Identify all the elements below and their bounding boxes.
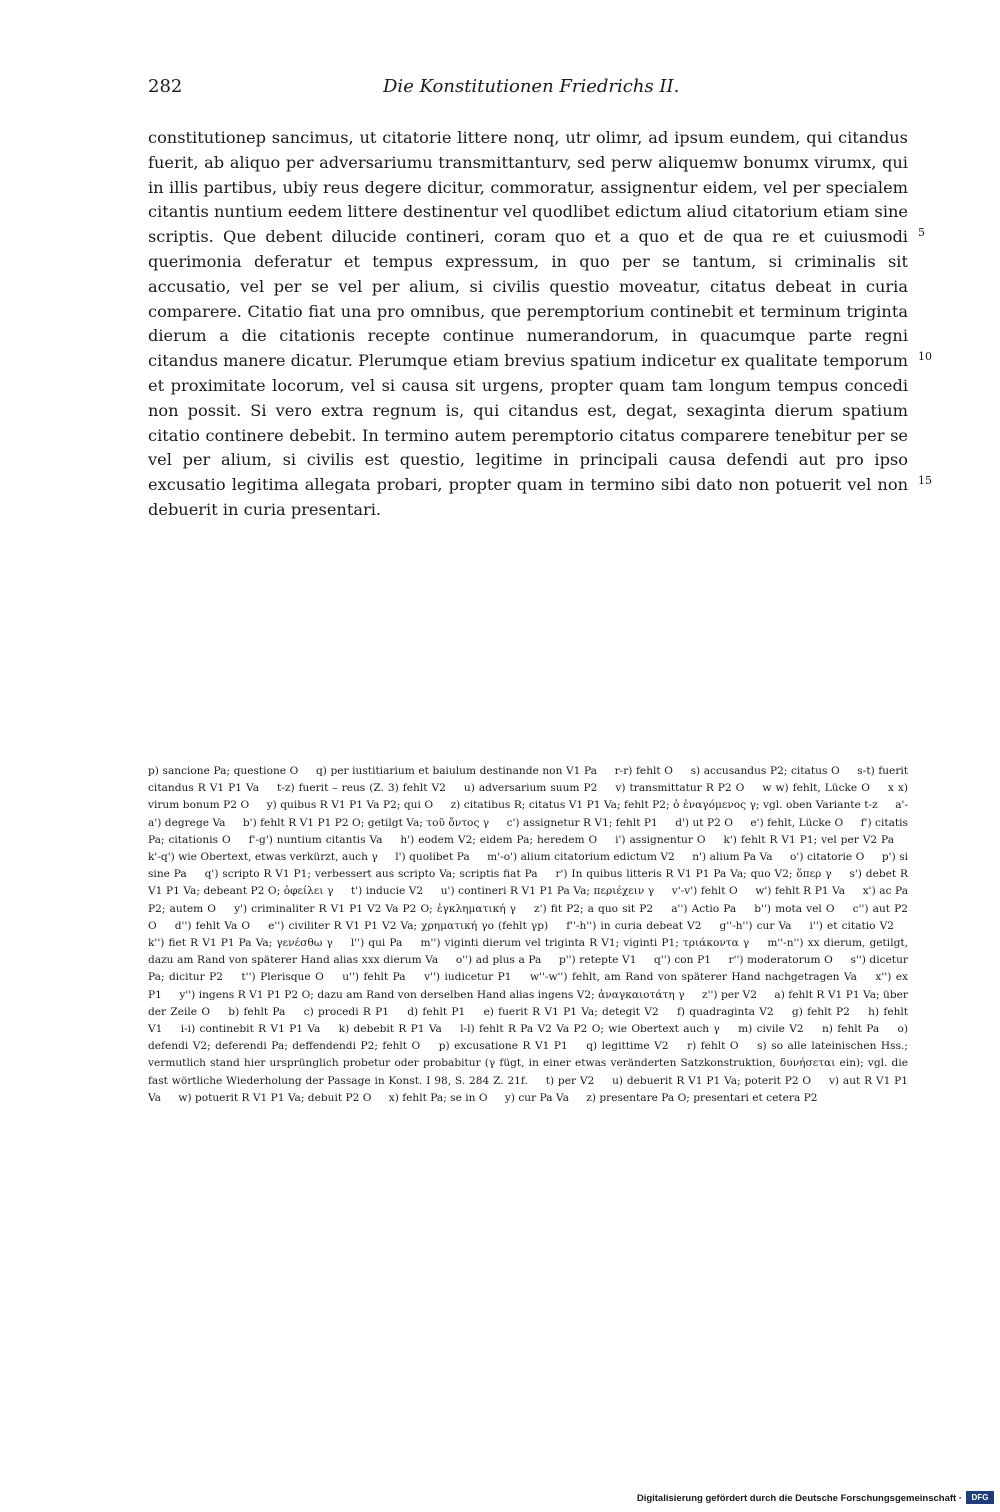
- apparatus-note: w w) fehlt, Lücke O: [762, 782, 870, 795]
- apparatus-note: m) civile V2: [738, 1023, 804, 1036]
- apparatus-note: o) defendi V2; deferendi Pa; deffendendi P2; fehlt O: [148, 1023, 909, 1053]
- apparatus-note: x) fehlt Pa; se in O: [388, 1091, 488, 1104]
- apparatus-note: v'') iudicetur P1: [424, 971, 512, 984]
- apparatus-note: l'') qui Pa: [350, 937, 403, 950]
- apparatus-note: t'') Plerisque O: [241, 971, 324, 984]
- apparatus-note: m'') viginti dierum vel triginta R V1; viginti P1; τριάκοντα γ: [420, 937, 750, 950]
- apparatus-note: a) fehlt R V1 P1 Va; über der Zeile O: [148, 988, 908, 1018]
- apparatus-note: i') assignentur O: [615, 833, 706, 846]
- apparatus-note: s'') dicetur Pa; dicitur P2: [148, 954, 908, 984]
- apparatus-note: y) quibus R V1 P1 Va P2; qui O: [266, 799, 434, 812]
- apparatus-note: k'-q') wie Obertext, etwas verkürzt, auch γ: [148, 851, 378, 864]
- line-number: 10: [918, 350, 932, 363]
- apparatus-note: q'') con P1: [654, 954, 711, 967]
- apparatus-note: w''-w'') fehlt, am Rand von späterer Hand nachgetragen Va: [529, 971, 857, 984]
- apparatus-note: f''-h'') in curia debeat V2: [566, 919, 702, 932]
- apparatus-note: i-i) continebit R V1 P1 Va: [180, 1023, 321, 1036]
- apparatus-note: z'') per V2: [702, 988, 757, 1001]
- apparatus-note: o'') ad plus a Pa: [455, 954, 542, 967]
- apparatus-note: a'-a') degrege Va: [148, 799, 909, 829]
- apparatus-note: l') quolibet Pa: [395, 851, 470, 864]
- apparatus-note: v'-v') fehlt O: [671, 885, 738, 898]
- apparatus-note: d'') fehlt Va O: [174, 919, 251, 932]
- apparatus-note: q) per iustitiarium et baiulum destinande non V1 Pa: [315, 765, 597, 777]
- apparatus-note: m''-n'') xx dierum, getilgt, dazu am Rand von späterer Hand alias xxx dierum Va: [148, 937, 908, 967]
- apparatus-note: c'') aut P2 O: [148, 902, 908, 932]
- apparatus-note: y'') ingens R V1 P1 P2 O; dazu am Rand von derselben Hand alias ingens V2; ἀναγκαιοτάτη γ: [179, 988, 685, 1001]
- apparatus-note: r') In quibus litteris R V1 P1 Pa Va; quo V2; ὅπερ γ: [555, 868, 832, 881]
- apparatus-note: q') scripto R V1 P1; verbessert aus scripto Va; scriptis fiat Pa: [204, 868, 538, 881]
- apparatus-note: p) excusatione R V1 P1: [438, 1040, 568, 1053]
- apparatus-note: n) fehlt Pa: [821, 1023, 880, 1036]
- critical-apparatus: [148, 763, 908, 1107]
- apparatus-note: r'') moderatorum O: [728, 954, 833, 967]
- apparatus-note: c') assignetur R V1; fehlt P1: [506, 816, 658, 829]
- apparatus-note: s) so alle lateinischen Hss.; vermutlich stand hier ursprünglich probetur oder probabitur (γ fügt, in einer etwas veränderten Satzkonstruktion, δυνήσεται ein); vgl. die fast wörtliche Wiederholung der Passage in Konst. I 98, S. 284 Z. 21f.: [148, 1040, 908, 1087]
- apparatus-note: k'') fiet R V1 P1 Pa Va; γενέσθω γ: [148, 937, 333, 950]
- apparatus-note: k) debebit R P1 Va: [338, 1023, 442, 1036]
- apparatus-note: x x) virum bonum P2 O: [148, 782, 908, 812]
- footer-credit: Digitalisierung gefördert durch die Deutsche Forschungsgemeinschaft ·: [636, 1493, 962, 1504]
- apparatus-note: z') fit P2; a quo sit P2: [534, 902, 654, 915]
- apparatus-note: u) debuerit R V1 P1 Va; poterit P2 O: [612, 1074, 812, 1087]
- apparatus-note: e') fehlt, Lücke O: [750, 816, 844, 829]
- apparatus-note: b'') mota vel O: [754, 902, 835, 915]
- apparatus-note: s') debet R V1 P1 Va; debeant P2 O; ὀφείλει γ: [148, 868, 908, 898]
- line-number: 15: [918, 474, 932, 487]
- line-number: 5: [918, 226, 925, 239]
- main-text: constitutionep sancimus, ut citatorie littere nonq, utr olimr, ad ipsum eundem, qui citandus fuerit, ab aliquo per adversariumu transmittanturv, sed perw aliquemw bonumx virumx, qui in illis partibus, ubiy reus degere dicitur, commoratur, assignentur eidem, vel per specialem citantis nuntium eedem littere destinentur vel quodlibet edictum aliud citatorium etiam sine scriptis. Que debent dilucide contineri, coram quo et a quo et de qua re et cuiusmodi querimonia deferatur et tempus expressum, in quo per se tantum, si criminalis sit accusatio, vel per se vel per alium, si civilis questio moveatur, citatus debeat in curia comparere. Citatio fiat una pro omnibus, que peremptorium continebit et terminum triginta dierum a die citationis recepte continue numerandorum, in quacumque parte regni citandus manere dicatur. Plerumque etiam brevius spatium indicetur ex qualitate temporum et proximitate locorum, vel si causa sit urgens, propter quam tam longum tempus concedi non possit. Si vero extra regnum is, qui citandus est, degat, sexaginta dierum spatium citatio continere debebit. In termino autem peremptorio citatus comparere tenebitur per se vel per alium, si civilis est questio, legitime in principali causa defendi aut pro ipso excusatio legitima allegata probari, propter quam in termino sibi dato non potuerit vel non debuerit in curia presentari.: [148, 128, 908, 519]
- apparatus-note: i'') et citatio V2: [809, 919, 894, 932]
- apparatus-note: p'') retepte V1: [558, 954, 637, 967]
- apparatus-note: f') citatis Pa; citationis O: [148, 816, 908, 846]
- apparatus-note: x') ac Pa P2; autem O: [148, 885, 909, 915]
- apparatus-note: y) cur Pa Va: [504, 1091, 569, 1104]
- apparatus-note: a'') Actio Pa: [671, 902, 737, 915]
- apparatus-note: v) transmittatur R P2 O: [615, 782, 745, 795]
- apparatus-note: u') contineri R V1 P1 Pa Va; περιέχειν γ: [440, 885, 655, 898]
- apparatus-note: m'-o') alium citatorium edictum V2: [487, 851, 675, 864]
- apparatus-note: c) procedi R P1: [303, 1005, 389, 1018]
- dfg-logo: DFG: [966, 1491, 994, 1504]
- apparatus-note: u) adversarium suum P2: [463, 782, 598, 795]
- apparatus-note: r-r) fehlt O: [614, 765, 673, 777]
- apparatus-note: t-z) fuerit – reus (Z. 3) fehlt V2: [277, 782, 446, 795]
- apparatus-note: w') fehlt R P1 Va: [755, 885, 846, 898]
- apparatus-note: h) fehlt V1: [148, 1005, 909, 1036]
- apparatus-note: s-t) fuerit citandus R V1 P1 Va: [148, 765, 909, 795]
- apparatus-note: b) fehlt Pa: [228, 1005, 286, 1018]
- apparatus-note: h') eodem V2; eidem Pa; heredem O: [400, 833, 598, 846]
- apparatus-note: t) per V2: [545, 1074, 595, 1087]
- page-number: 282: [148, 76, 183, 97]
- apparatus-note: l-l) fehlt R Pa V2 Va P2 O; wie Obertext auch γ: [460, 1023, 720, 1036]
- apparatus-note: e) fuerit R V1 P1 Va; detegit V2: [483, 1005, 659, 1018]
- apparatus-note: k') fehlt R V1 P1; vel per V2 Pa: [723, 833, 895, 846]
- apparatus-note: r) fehlt O: [687, 1040, 739, 1053]
- apparatus-note: g) fehlt P2: [791, 1005, 850, 1018]
- apparatus-note: d') ut P2 O: [675, 816, 733, 829]
- apparatus-note: s) accusandus P2; citatus O: [690, 765, 840, 777]
- apparatus-note: u'') fehlt Pa: [342, 971, 406, 984]
- apparatus-note: f) quadraginta V2: [676, 1005, 774, 1018]
- apparatus-note: t') inducie V2: [350, 885, 424, 898]
- apparatus-note: w) potuerit R V1 P1 Va; debuit P2 O: [178, 1091, 372, 1104]
- apparatus-note: p') si sine Pa: [148, 851, 909, 881]
- apparatus-note: v) aut R V1 P1 Va: [148, 1074, 909, 1104]
- apparatus-note: e'') civiliter R V1 P1 V2 Va; χρηματική γo (fehlt γp): [268, 919, 549, 932]
- apparatus-note: n') alium Pa Va: [692, 851, 773, 864]
- apparatus-note: d) fehlt P1: [407, 1005, 466, 1018]
- apparatus-note: f'-g') nuntium citantis Va: [248, 833, 383, 846]
- apparatus-note: q) legittime V2: [586, 1040, 669, 1053]
- apparatus-note: g''-h'') cur Va: [719, 919, 792, 932]
- apparatus-note: o') citatorie O: [790, 851, 865, 864]
- apparatus-note: y') criminaliter R V1 P1 V2 Va P2 O; ἐγκληματική γ: [234, 902, 516, 915]
- apparatus-note: p) sancione Pa; questione O: [148, 765, 299, 777]
- running-title: Die Konstitutionen Friedrichs II.: [383, 76, 680, 97]
- apparatus-note: x'') ex P1: [148, 971, 909, 1001]
- apparatus-note: z) presentare Pa O; presentari et cetera P2: [586, 1091, 818, 1104]
- apparatus-note: z) citatibus R; citatus V1 P1 Va; fehlt P2; ὁ ἐναγόμενος γ; vgl. oben Variante t-z: [450, 799, 878, 812]
- apparatus-note: b') fehlt R V1 P1 P2 O; getilgt Va; τοῦ ὄντος γ: [242, 816, 490, 829]
